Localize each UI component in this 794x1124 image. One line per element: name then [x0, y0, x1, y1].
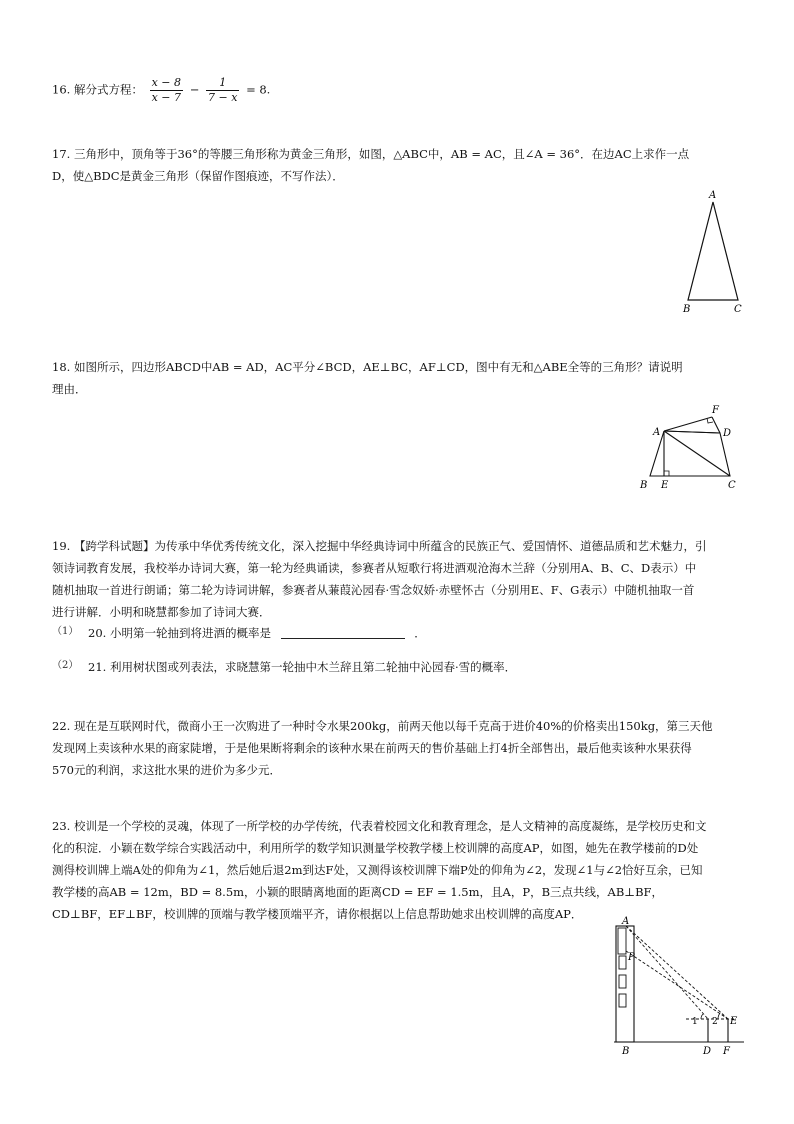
question-22	[52, 715, 752, 781]
q23-label-f: F	[723, 1046, 730, 1057]
q23-sight-a-e	[626, 926, 728, 1019]
question-18	[52, 356, 752, 400]
q17-line2: D，使△BDC是黄金三角形（保留作图痕迹，不写作法）．	[52, 169, 344, 183]
q23-line5: CD⊥BF，EF⊥BF，校训牌的顶端与教学楼顶端平齐，请你根据以上信息帮助她求出校训牌的高度AP．	[52, 907, 583, 921]
q17-label-b: B	[683, 304, 691, 315]
q18-ad	[664, 431, 720, 433]
q23-line4: 教学楼的高AB = 12m，BD = 8.5m，小颖的眼睛离地面的距离CD = EF = 1.5m，且A，P，B三点共线，AB⊥BF，	[52, 885, 664, 899]
q22-line1: 22. 现在是互联网时代，微商小王一次购进了一种时令水果200kg，前两天他以每千克高于进价40%的价格卖出150kg，第三天他	[52, 719, 713, 733]
q17-label-c: C	[734, 304, 742, 315]
q19-line2: 领诗词教育发展，我校举办诗词大赛，第一轮为经典诵读，参赛者从短歌行将进酒观沧海木兰辞（分别用A、B、C、D表示）中	[52, 561, 697, 575]
q23-building-figure	[604, 914, 754, 1058]
q17-triangle-figure	[676, 188, 756, 318]
q19-sub2-number: （2）	[52, 660, 79, 671]
q16-frac2-num: 1	[206, 76, 239, 91]
q18-label-f: F	[712, 405, 719, 416]
q23-label-b: B	[622, 1046, 630, 1057]
q23-label-d: D	[703, 1046, 712, 1057]
question-17	[52, 143, 752, 187]
q19-sub2-text: 21. 利用树状图或列表法，求晓慧第一轮抽中木兰辞且第二轮抽中沁园春·雪的概率．	[88, 660, 517, 674]
q22-line3: 570元的利润，求这批水果的进价为多少元．	[52, 763, 281, 777]
q19-line3: 随机抽取一首进行朗诵；第二轮为诗词讲解，参赛者从蒹葭沁园春·雪念奴娇·赤壁怀古（分别用E、F、G表示）中随机抽取一首	[52, 583, 695, 597]
q16-frac2-den: 7 − x	[207, 91, 238, 104]
q17-line1: 17. 三角形中，顶角等于36°的等腰三角形称为黄金三角形，如图，△ABC中，AB = AC，且∠A = 36°．在边AC上求作一点	[52, 147, 690, 161]
q17-triangle	[688, 202, 738, 300]
q23-label-angle-1: 1	[692, 1017, 698, 1027]
q18-quad-outline	[650, 431, 730, 476]
q16-minus: −	[189, 82, 200, 97]
question-16	[52, 76, 752, 105]
q18-label-e: E	[661, 480, 669, 491]
q23-label-e: E	[730, 1016, 738, 1027]
q18-label-a: A	[653, 427, 661, 438]
q23-plaque	[618, 928, 626, 954]
q18-fd	[712, 417, 720, 433]
q19-line1: 19. 【跨学科试题】为传承中华优秀传统文化，深入挖掘中华经典诗词中所蕴含的民族正气、爱国情怀、道德品质和艺术魅力，引	[52, 539, 707, 553]
q18-label-c: C	[728, 480, 736, 491]
q23-line1: 23. 校训是一个学校的灵魂，体现了一所学校的办学传统，代表着校园文化和教育理念，是人文精神的高度凝练，是学校历史和文	[52, 819, 707, 833]
q23-window-2	[619, 975, 626, 988]
q16-fraction-2	[206, 76, 239, 105]
q16-frac1-num: x − 8	[151, 76, 182, 89]
q19-sub1-end: ．	[414, 626, 426, 640]
q16-prompt: 解分式方程：	[73, 82, 143, 97]
q18-af	[664, 417, 712, 431]
q23-sight-p-e	[626, 951, 728, 1019]
q23-label-angle-2: 2	[712, 1017, 718, 1027]
q16-number: 16.	[52, 82, 71, 97]
q23-label-p: P	[628, 952, 635, 963]
q19-sub1-text: 20. 小明第一轮抽到将进酒的概率是	[88, 626, 271, 640]
q23-line3: 测得校训牌上端A处的仰角为∠1，然后她后退2m到达F处，又测得该校训牌下端P处的仰角为∠2，发现∠1与∠2恰好互余，已知	[52, 863, 703, 877]
q18-label-b: B	[640, 480, 648, 491]
q23-label-a: A	[622, 916, 630, 927]
q18-label-d: D	[723, 428, 732, 439]
q22-line2: 发现网上卖该种水果的商家陡增，于是他果断将剩余的该种水果在前两天的售价基础上打4折全部售出，最后他卖该种水果获得	[52, 741, 692, 755]
q23-sight-a-c	[626, 926, 708, 1019]
q16-frac1-den: x − 7	[151, 91, 182, 104]
q18-line1: 18. 如图所示，四边形ABCD中AB = AD，AC平分∠BCD，AE⊥BC，AF⊥CD，图中有无和△ABE全等的三角形？请说明	[52, 360, 683, 374]
q19-sub1-number: （1）	[52, 626, 79, 637]
q16-fraction-1	[150, 76, 183, 105]
question-23	[52, 815, 752, 925]
question-19	[52, 535, 752, 623]
q19-subquestion-1	[52, 622, 426, 641]
q17-label-a: A	[709, 190, 717, 201]
q18-line2: 理由．	[52, 382, 87, 396]
q23-angle-arc-1	[701, 1014, 703, 1019]
q23-angle-arc-2	[718, 1013, 720, 1019]
q23-window-3	[619, 994, 626, 1007]
q23-line2: 化的积淀．小颖在数学综合实践活动中，利用所学的数学知识测量学校教学楼上校训牌的高度AP，如图，她先在教学楼前的D处	[52, 841, 699, 855]
q19-subquestion-2	[52, 656, 516, 675]
q18-quadrilateral-figure	[636, 402, 746, 494]
q23-window-1	[619, 956, 626, 969]
q19-line4: 进行讲解．小明和晓慧都参加了诗词大赛．	[52, 605, 271, 619]
q16-rhs: = 8.	[246, 82, 271, 97]
q18-ac	[664, 431, 730, 476]
q19-answer-blank[interactable]	[281, 626, 405, 639]
q18-right-angle-e	[664, 471, 669, 476]
